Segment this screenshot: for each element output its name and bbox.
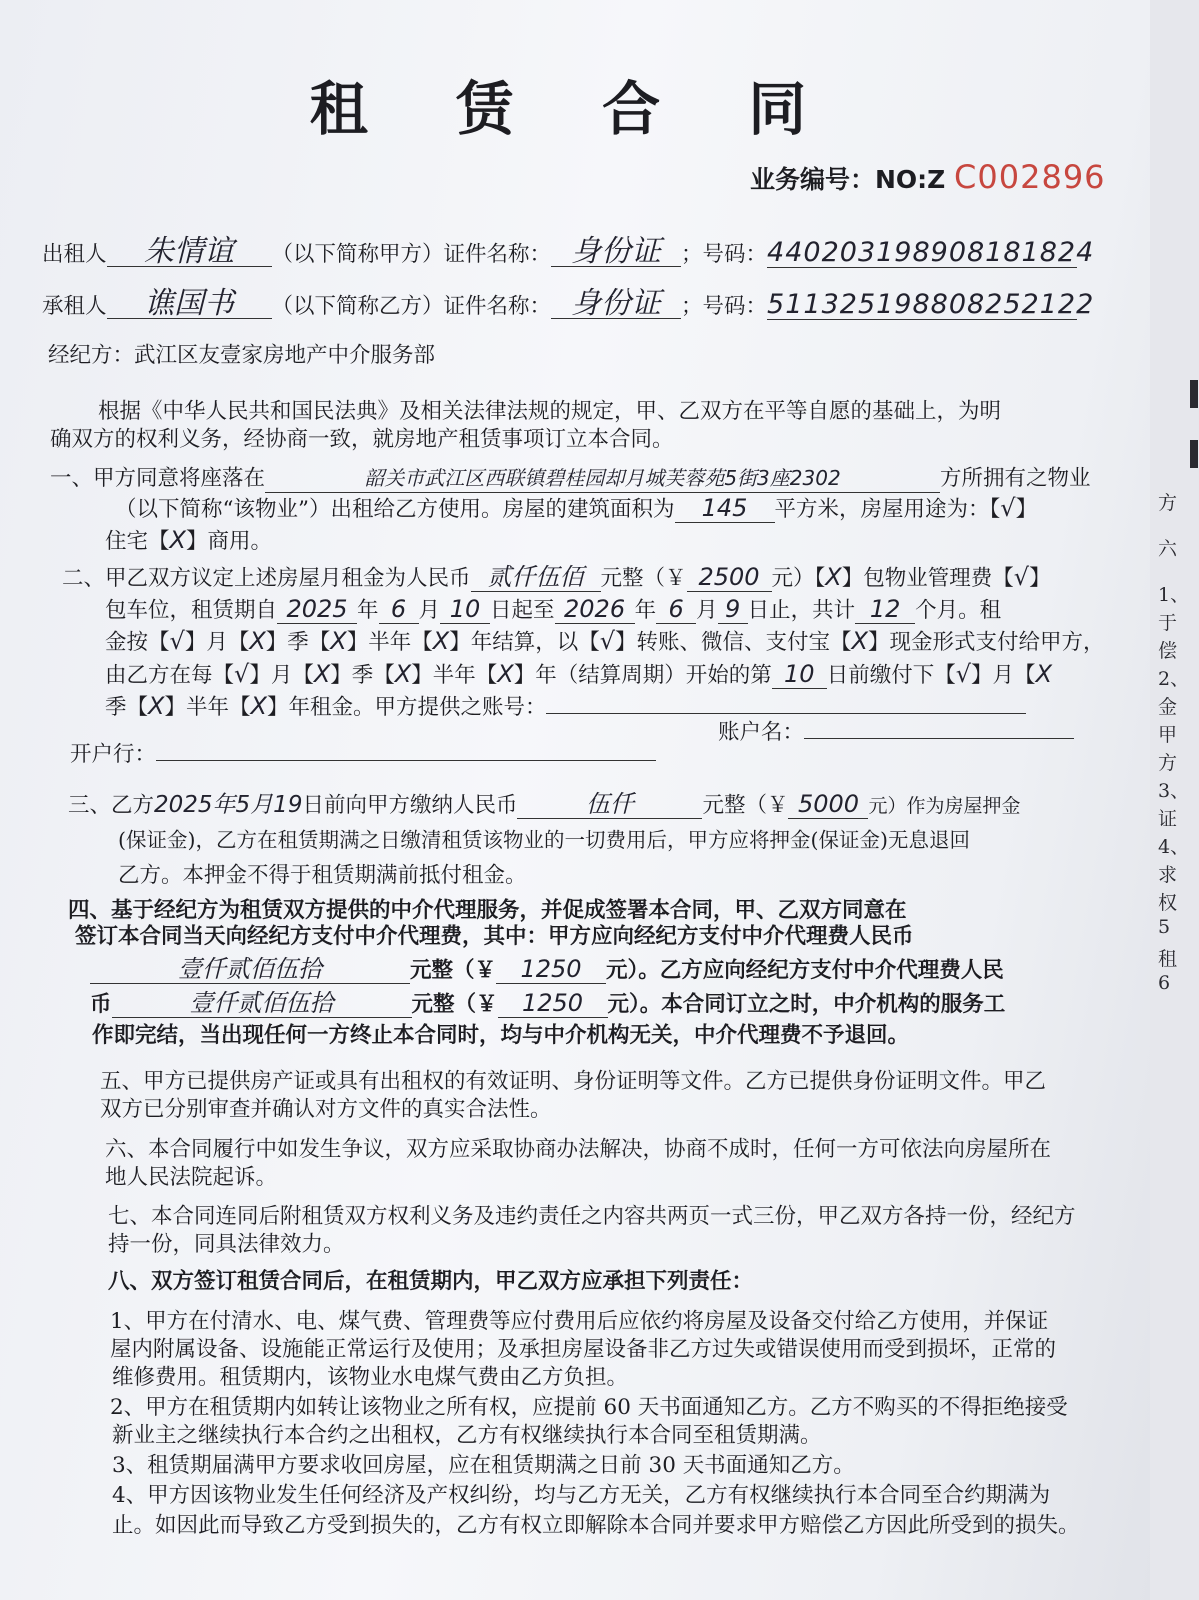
back-page-text: 甲 xyxy=(1158,724,1178,746)
deposit-cn: 伍仟 xyxy=(517,790,702,819)
building-area: 145 xyxy=(675,494,775,523)
clause-2-line-3 xyxy=(105,627,1105,657)
check-mark: √ xyxy=(1000,494,1016,522)
clause-3-line-3: 乙方。本押金不得于租赁期满前抵付租金。 xyxy=(118,863,527,888)
cross-mark: X xyxy=(148,692,165,720)
back-page-text: 证 xyxy=(1158,808,1178,830)
lessor-line xyxy=(42,234,1095,269)
lessee-doc-type: 身份证 xyxy=(551,290,681,319)
clause-4-line-4 xyxy=(90,989,1005,1019)
clause-2-text-n: 】半年【 xyxy=(164,695,251,720)
back-page-text: 偿 xyxy=(1158,640,1178,662)
back-page-text: 六 xyxy=(1158,538,1178,560)
cross-mark: X xyxy=(851,627,868,655)
agent-fee-lessee-num: 1250 xyxy=(498,989,608,1018)
deposit-date: 2025年5月19 xyxy=(154,792,303,818)
clause-2-text-l: 】月【 xyxy=(184,630,250,655)
lessor-doc-type: 身份证 xyxy=(551,238,681,267)
clause-2-text-i: 日止，共计 xyxy=(747,598,856,623)
clause-1-line-1 xyxy=(50,464,1091,493)
payment-day: 10 xyxy=(772,660,827,689)
clause-4-line-5: 作即完结，当出现任何一方终止本合同时，均与中介机构无关，中介代理费不予退回。 xyxy=(92,1023,910,1048)
monthly-rent-num: 2500 xyxy=(687,563,772,592)
lessor-suffix: （以下简称甲方）证件名称： xyxy=(271,242,552,267)
clause-2-text-m: 】季【 xyxy=(330,663,395,688)
back-page-text: 6 xyxy=(1158,972,1171,994)
clause-2-text-o: 】年结算，以【 xyxy=(449,630,600,655)
cross-mark: X xyxy=(1035,660,1053,688)
check-mark: √ xyxy=(169,627,185,655)
lessor-id: 440203198908181824 xyxy=(767,237,1095,268)
back-page-text: 金 xyxy=(1158,696,1178,718)
lessee-no-label: ；号码： xyxy=(681,294,768,319)
back-page-mark xyxy=(1190,440,1198,468)
check-mark: √ xyxy=(599,627,616,655)
month-label: 月 xyxy=(418,598,441,623)
clause-2-text-h: 日起至 xyxy=(490,598,555,623)
clause-4-line-3 xyxy=(90,955,1004,985)
back-page-text: 1、 xyxy=(1158,584,1190,606)
clause-2-text-l: 】月【 xyxy=(971,663,1036,688)
lessee-suffix: （以下简称乙方）证件名称： xyxy=(271,294,552,319)
clause-2-line-2 xyxy=(105,595,1001,625)
clause-7-line-2: 持一份，同具法律效力。 xyxy=(108,1232,345,1257)
bank-field xyxy=(156,760,656,761)
clause-2-text-d: 】包物业管理费【 xyxy=(841,566,1014,591)
clause-4-line-2: 签订本合同当天向经纪方支付中介代理费，其中：甲方应向经纪方支付中介代理费人民币 xyxy=(75,924,914,949)
clause-5-line-2: 双方已分别审查并确认对方文件的真实合法性。 xyxy=(100,1097,552,1122)
preamble-line-1: 根据《中华人民共和国民法典》及相关法律法规的规定，甲、乙双方在平等自愿的基础上，为明 xyxy=(98,399,1002,424)
clause-2-text-l: 】月【 xyxy=(249,663,314,688)
clause-8-item-line-5: 新业主之继续执行本合约之出租权，乙方有权继续执行本合同至租赁期满。 xyxy=(112,1423,822,1448)
clause-3-text-w: 元整（￥ xyxy=(702,793,789,818)
agent-line: 经纪方：武江区友壹家房地产中介服务部 xyxy=(48,343,436,368)
agent-fee-lessor-cn: 壹仟贰佰伍拾 xyxy=(90,955,410,984)
clause-2-text-q: 】现金形式支付给甲方， xyxy=(868,630,1105,655)
clause-4-text-e: 币 xyxy=(90,992,112,1017)
account-name-label: 账户名： xyxy=(718,720,805,745)
start-month: 6 xyxy=(379,595,419,624)
back-page-text: 3、 xyxy=(1158,780,1190,802)
clause-2-text-a: 二、甲乙双方议定上述房屋月租金为人民币 xyxy=(62,566,471,591)
clause-2-text-m: 】季【 xyxy=(265,630,331,655)
clause-3-line-1 xyxy=(68,790,1021,820)
clause-5-line-1: 五、甲方已提供房产证或具有出租权的有效证明、身份证明等文件。乙方已提供身份证明文件。甲乙 xyxy=(100,1069,1047,1094)
year-label: 年 xyxy=(634,598,657,623)
clause-6-line-1: 六、本合同履行中如发生争议，双方应采取协商办法解决，协商不成时，任何一方可依法向房屋所在 xyxy=(105,1137,1052,1162)
clause-1-text-c: （以下简称“该物业”）出租给乙方使用。房屋的建筑面积为 xyxy=(115,497,675,522)
business-number xyxy=(750,158,1106,196)
clause-1-text-f: 】商用。 xyxy=(185,529,272,554)
back-page-mark xyxy=(1190,380,1198,408)
back-page-text: 5 xyxy=(1158,916,1171,938)
bank-line xyxy=(70,741,656,769)
preamble-line-2: 确双方的权利义务，经协商一致，就房地产租赁事项订立本合同。 xyxy=(50,427,674,452)
clause-8-item-line-8: 止。如因此而导致乙方受到损失的，乙方有权立即解除本合同并要求甲方赔偿乙方因此所受到的损失。 xyxy=(112,1513,1080,1538)
clause-2-text-n: 】半年【 xyxy=(346,630,433,655)
clause-2-text-s: 】年（结算周期）开始的第 xyxy=(513,663,772,688)
clause-1-text-a: 一、甲方同意将座落在 xyxy=(50,466,266,491)
lessor-no-label: ；号码： xyxy=(681,242,768,267)
lessee-label: 承租人 xyxy=(42,294,107,319)
clause-3-line-2: (保证金)，乙方在租赁期满之日缴清租赁该物业的一切费用后，甲方应将押金(保证金)无息退回 xyxy=(118,828,970,852)
bank-label: 开户行： xyxy=(70,742,157,767)
clause-1-line-2: （以下简称“该物业”）出租给乙方使用。房屋的建筑面积为 145 平方米，房屋用途为：【√】 xyxy=(115,494,1038,522)
back-page-text: 2、 xyxy=(1158,668,1190,690)
clause-2-text-v: 】年租金。甲方提供之账号： xyxy=(266,695,547,720)
clause-3-text-b: 日前向甲方缴纳人民币 xyxy=(302,793,518,818)
monthly-rent-cn: 贰仟伍佰 xyxy=(471,563,601,592)
back-page-text: 权 xyxy=(1158,892,1178,914)
clause-8-heading: 八、双方签订租赁合同后，在租赁期内，甲乙双方应承担下列责任： xyxy=(108,1269,754,1294)
cross-mark: X xyxy=(825,563,842,591)
back-page-edge xyxy=(1150,0,1199,1600)
clause-2-line-4 xyxy=(105,660,1052,690)
clause-2-text-b: 元整（￥ xyxy=(600,566,687,591)
clause-2-text-j: 个月。租 xyxy=(915,598,1002,623)
clause-2-line-1: 二、甲乙双方议定上述房屋月租金为人民币 贰仟伍佰 元整（￥ 2500 元）【X】包物业管理费【√】 xyxy=(62,563,1051,591)
clause-4-line-1: 四、基于经纪方为租赁双方提供的中介代理服务，并促成签署本合同，甲、乙双方同意在 xyxy=(68,898,907,923)
clause-8-item-line-3: 维修费用。租赁期内，该物业水电煤气费由乙方负担。 xyxy=(112,1365,629,1390)
back-page-text: 求 xyxy=(1158,864,1178,886)
back-page-text: 4、 xyxy=(1158,836,1190,858)
account-number-field xyxy=(546,713,1026,714)
clause-8-item-line-1: 1、甲方在付清水、电、煤气费、管理费等应付费用后应依约将房屋及设备交付给乙方使用，并保证 xyxy=(110,1309,1049,1334)
clause-2-text-k: 金按【 xyxy=(105,630,170,655)
clause-2-text-r: 由乙方在每【 xyxy=(105,663,235,688)
account-name-field xyxy=(804,738,1074,739)
business-number-value: C002896 xyxy=(954,158,1106,196)
clause-2-text-c: 元）【 xyxy=(771,566,826,591)
start-day: 10 xyxy=(440,595,490,624)
clause-4-text-c: 元整（￥ xyxy=(410,958,497,983)
clause-1-text-d: 平方米，房屋用途为：【 xyxy=(774,497,1001,522)
end-month: 6 xyxy=(656,595,696,624)
agent-fee-lessee-cn: 壹仟贰佰伍拾 xyxy=(112,989,412,1018)
end-year: 2026 xyxy=(555,595,635,624)
clause-3-text-a: 三、乙方 xyxy=(68,793,155,818)
cross-mark: X xyxy=(432,627,450,655)
clause-1-line-3 xyxy=(105,526,272,556)
clause-8-item-line-4: 2、甲方在租赁期内如转让该物业之所有权，应提前 60 天书面通知乙方。乙方不购买的不得拒绝接受 xyxy=(110,1395,1068,1420)
lessee-id: 511325198808252122 xyxy=(767,289,1095,320)
month-label: 月 xyxy=(696,598,718,623)
clause-4-text-f: 元）。本合同订立之时，中介机构的服务工 xyxy=(607,992,1006,1017)
lessee-name: 谯国书 xyxy=(107,290,272,319)
cross-mark: X xyxy=(313,660,331,688)
clause-2-text-t: 日前缴付下【 xyxy=(826,663,956,688)
clause-8-item-line-2: 屋内附属设备、设施能正常运行及使用；及承担房屋设备非乙方过失或错误使用而受到损坏，正常的 xyxy=(110,1337,1057,1362)
account-name-line xyxy=(718,719,1074,747)
clause-7-line-1: 七、本合同连同后附租赁双方权利义务及违约责任之内容共两页一式三份，甲乙双方各持一份，经纪方 xyxy=(108,1204,1076,1229)
page-title: 租 赁 合 同 xyxy=(309,75,841,143)
agent-fee-lessor-num: 1250 xyxy=(496,955,606,984)
lessee-line xyxy=(42,286,1095,321)
clause-2-text-p: 】转账、微信、支付宝【 xyxy=(615,630,852,655)
clause-8-item-line-6: 3、租赁期届满甲方要求收回房屋，应在租赁期满之日前 30 天书面通知乙方。 xyxy=(112,1453,855,1478)
cross-mark: X xyxy=(169,526,186,554)
lease-months: 12 xyxy=(855,595,915,624)
back-page-text: 方 xyxy=(1158,752,1178,774)
clause-1-text-b: 方所拥有之物业 xyxy=(940,466,1091,491)
check-mark: √ xyxy=(234,660,250,688)
back-page-text: 于 xyxy=(1158,612,1178,634)
clause-6-line-2: 地人民法院起诉。 xyxy=(105,1165,278,1190)
back-page-text: 租 xyxy=(1158,948,1178,970)
cross-mark: X xyxy=(249,627,266,655)
back-page-text: 方 xyxy=(1158,492,1178,514)
cross-mark: X xyxy=(394,660,412,688)
cross-mark: X xyxy=(250,692,267,720)
clause-2-line-5 xyxy=(105,692,1026,722)
clause-4-text-c: 元整（￥ xyxy=(411,992,498,1017)
check-mark: √ xyxy=(1013,563,1030,591)
clause-4-text-d: 元）。乙方应向经纪方支付中介代理费人民 xyxy=(606,958,1004,983)
clause-3-text-x: 元）作为房屋押金 xyxy=(868,795,1021,817)
clause-1-text-e: 住宅【 xyxy=(105,529,170,554)
clause-2-text-u: 季【 xyxy=(105,695,149,720)
check-mark: √ xyxy=(955,660,972,688)
property-address: 韶关市武江区西联镇碧桂园却月城芙蓉苑5街3座2302 xyxy=(265,464,940,493)
clause-2-text-n: 】半年【 xyxy=(411,663,498,688)
clause-2-text-e: 包车位，租赁期自 xyxy=(105,598,278,623)
clause-8-item-line-7: 4、甲方因该物业发生任何经济及产权纠纷，均与乙方无关，乙方有权继续执行本合同至合约期满为 xyxy=(112,1483,1051,1508)
year-label: 年 xyxy=(357,598,379,623)
lessor-label: 出租人 xyxy=(42,242,107,267)
cross-mark: X xyxy=(330,627,347,655)
deposit-num: 5000 xyxy=(788,790,868,819)
end-day: 9 xyxy=(718,595,748,624)
cross-mark: X xyxy=(497,660,514,688)
lessor-name: 朱情谊 xyxy=(107,238,272,267)
business-number-label: 业务编号：NO:Z xyxy=(750,165,946,194)
start-year: 2025 xyxy=(277,595,357,624)
